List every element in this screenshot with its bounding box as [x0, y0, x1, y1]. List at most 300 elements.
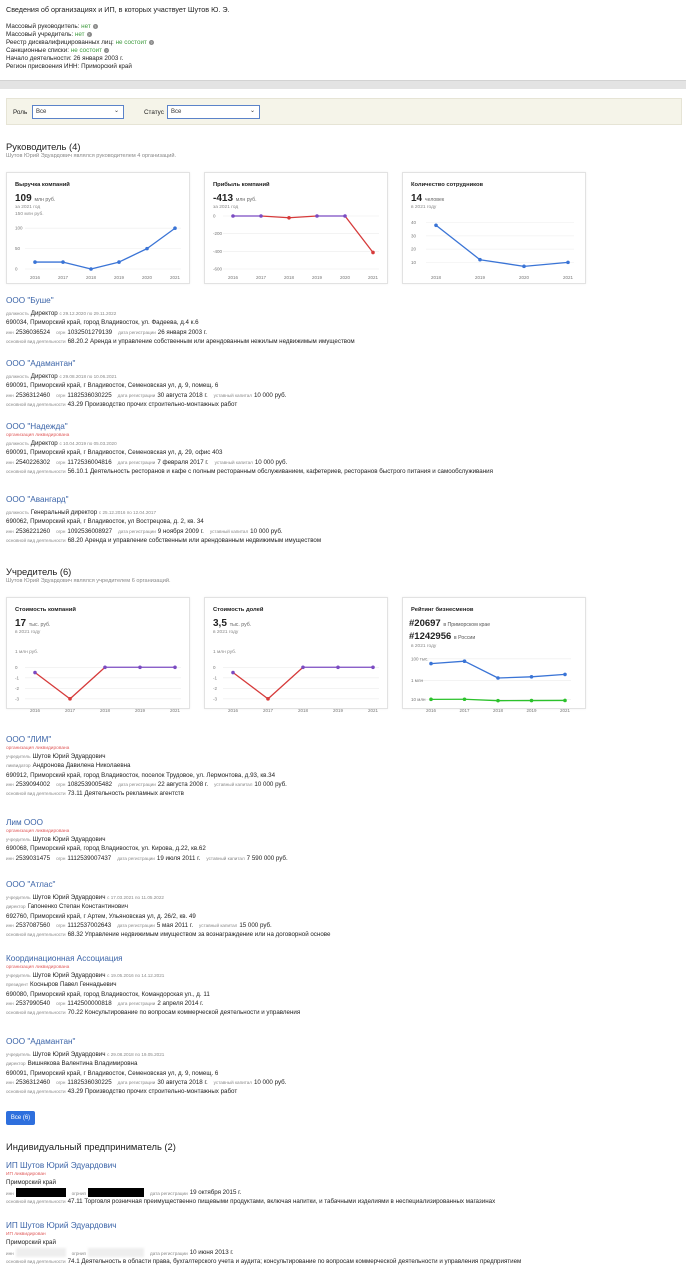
stat-card — [204, 597, 388, 713]
okved-value: 68.32 Управление недвижимым имуществом за вознаграждение или на договорной основе — [67, 931, 331, 938]
summary-line-label: Массовый руководитель: — [6, 23, 80, 30]
series-line — [480, 260, 524, 267]
card-title: Рейтинг бизнесменов — [411, 607, 474, 613]
inn-key: инн — [6, 855, 14, 861]
org-address: 690091, Приморский край, г Владивосток, Семеновская ул, д. 9, помещ. 6 — [6, 382, 219, 390]
reg-value: 10 июня 2013 г. — [189, 1249, 234, 1257]
ip-name-link[interactable]: ИП Шутов Юрий Эдуардович — [6, 1161, 117, 1170]
ip-entry — [6, 1161, 680, 1207]
y-tick-label: 100 — [15, 225, 23, 231]
help-icon[interactable]: ? — [150, 39, 153, 45]
reg-value: 7 февраля 2017 г. — [157, 458, 209, 466]
help-icon[interactable]: ? — [87, 31, 91, 37]
data-point — [463, 659, 467, 663]
x-tick-label: 2019 — [311, 275, 323, 280]
org-okved — [6, 401, 680, 410]
role-person: Генеральный директор — [30, 509, 98, 517]
org-address: 690091, Приморский край, г Владивосток, Семеновская ул, д. 9, помещ. 6 — [6, 1069, 219, 1077]
y-tick-label: -200 — [213, 231, 223, 237]
data-point — [117, 260, 121, 264]
series-line — [532, 674, 566, 676]
org-address: 690912, Приморский край, город Владивосток, поселок Трудовое, ул. Лермонтова, д.93, кв.34 — [6, 771, 276, 779]
ogrn-key: огрн — [56, 329, 66, 335]
data-point — [315, 214, 319, 218]
x-tick-label: 2021 — [562, 275, 574, 280]
data-point — [429, 698, 433, 702]
data-point — [371, 665, 375, 669]
org-okved — [6, 931, 680, 940]
role-person: Директор — [30, 373, 58, 381]
inn-value: 2536036524 — [15, 328, 51, 336]
redacted-inn — [16, 1248, 66, 1257]
y-tick-label: 100 тыс. — [411, 656, 429, 662]
okved-key: основной вид деятельности — [6, 1258, 66, 1264]
role-value: Все — [36, 109, 47, 115]
x-tick-label: 2019 — [332, 708, 344, 713]
y-tick-label: -1 — [15, 675, 20, 681]
ip-region: Приморский край — [6, 1239, 56, 1247]
org-address: 690091, Приморский край, г Владивосток, Семеновская ул, д. 29, офис 403 — [6, 449, 223, 457]
x-tick-label: 2017 — [459, 708, 470, 713]
summary-line-label: Регион присвоения ИНН: — [6, 63, 80, 70]
data-point — [478, 258, 482, 262]
x-tick-label: 2019 — [526, 708, 537, 713]
org-okved — [6, 468, 680, 477]
ogrn-value: 1082539005482 — [67, 780, 113, 788]
role-period: с 19.05.2016 по 14.12.2021 — [107, 973, 165, 979]
role-key: должность — [6, 374, 29, 380]
okved-key: основной вид деятельности — [6, 932, 66, 937]
card-scale: 1 млн руб. — [213, 650, 237, 655]
data-point — [434, 223, 438, 227]
card-unit: тыс. руб. — [229, 622, 252, 628]
data-point — [138, 665, 142, 669]
y-tick-label: 1 млн — [411, 677, 423, 683]
x-tick-label: 2016 — [227, 708, 239, 713]
x-tick-label: 2021 — [367, 275, 379, 280]
y-tick-label: -400 — [213, 248, 223, 254]
reg-key: дата регистрации — [117, 1000, 156, 1006]
org-name-link[interactable]: ООО "Буше" — [6, 296, 54, 305]
data-point — [266, 697, 270, 701]
series-line — [70, 667, 105, 699]
org-role-line — [6, 836, 680, 845]
filter-bar — [6, 98, 682, 125]
data-point — [231, 671, 235, 675]
org-role-line-2 — [6, 981, 680, 990]
ip-entry — [6, 1221, 680, 1267]
y-tick-label: -3 — [15, 696, 20, 702]
okved-key: основной вид деятельности — [6, 537, 66, 543]
series-line — [147, 228, 175, 248]
card-title: Прибыль компаний — [213, 182, 270, 188]
y-tick-label: 0 — [15, 664, 18, 670]
x-tick-label: 2017 — [57, 275, 69, 280]
reg-key: дата регистрации — [117, 855, 155, 861]
capital-key: уставный капитал — [206, 855, 245, 861]
y-tick-label: 0 — [15, 266, 18, 272]
y-tick-label: 30 — [411, 233, 417, 239]
series-line — [119, 249, 147, 262]
okved-key: основной вид деятельности — [6, 1198, 66, 1204]
y-tick-label: 40 — [411, 220, 417, 226]
role-person: Косныров Павел Геннадьевич — [30, 981, 117, 989]
series-line — [498, 677, 532, 678]
org-name-link[interactable]: Координационная Ассоциация — [6, 954, 123, 963]
card-value: 109 — [15, 193, 32, 204]
ip-status-badge: ИП ликвидирован — [6, 1172, 46, 1178]
org-role-line-2 — [6, 903, 680, 912]
role-period: с 25.12.2016 по 12.04.2017 — [98, 510, 157, 516]
inn-value: 2536221260 — [15, 527, 51, 535]
role-key: должность — [6, 441, 29, 447]
summary-line-value: не состоит — [70, 47, 103, 54]
role-person: Шутов Юрий Эдуардович — [32, 836, 106, 844]
okved-key: основной вид деятельности — [6, 338, 66, 344]
okved-value: 73.11 Деятельность рекламных агентств — [67, 790, 184, 797]
role-person: Вишнякова Валентина Владимировна — [27, 1060, 138, 1068]
role-person: Андронова Давилена Николаевна — [32, 762, 131, 770]
reg-key: дата регистрации — [150, 1190, 188, 1196]
role-period: с 29.08.2018 по 10.06.2021 — [59, 374, 117, 380]
card-unit: млн руб. — [34, 197, 56, 203]
ogrn-value: 1092536008927 — [67, 527, 113, 535]
okved-value: 74.1 Деятельность в области права, бухгалтерского учета и аудита; консультирование по вопросам коммерческой деятельности и управления предприятием — [67, 1257, 522, 1265]
y-tick-label: 20 — [411, 246, 417, 252]
org-name-link[interactable]: ООО "Надежда" — [6, 422, 68, 431]
org-role-line — [6, 972, 680, 981]
x-tick-label: 2017 — [262, 708, 274, 713]
inn-key: инн — [6, 329, 14, 335]
ogrn-value: 1182536030225 — [67, 1078, 112, 1086]
status-select[interactable] — [167, 105, 260, 119]
capital-value: 10 000 руб. — [250, 527, 283, 535]
x-tick-label: 2018 — [85, 275, 97, 280]
data-point — [371, 251, 375, 255]
show-all-button[interactable]: Все (6) — [6, 1111, 35, 1125]
okved-key: основной вид деятельности — [6, 1089, 66, 1094]
y-tick-label: -600 — [213, 266, 223, 272]
liquidated-badge: организация ликвидирована — [6, 746, 70, 752]
card-value: #20697 — [409, 618, 441, 629]
ip-name-link[interactable]: ИП Шутов Юрий Эдуардович — [6, 1221, 117, 1230]
summary-line — [6, 55, 680, 63]
card-year: в 2021 году — [213, 630, 239, 635]
okved-key: основной вид деятельности — [6, 401, 66, 407]
inn-value: 2536312460 — [15, 1078, 51, 1086]
summary-line-value: не состоит — [115, 39, 147, 46]
stat-card — [6, 172, 190, 284]
org-role-line — [6, 509, 680, 518]
y-tick-label: -2 — [213, 685, 218, 691]
line-chart — [205, 598, 389, 713]
series-line — [431, 661, 465, 663]
role-key: учредитель — [6, 837, 31, 843]
inn-value: 2539094002 — [15, 780, 51, 788]
role-person: Шутов Юрий Эдуардович — [32, 1051, 106, 1059]
okved-value: 70.22 Консультирование по вопросам коммерческой деятельности и управления — [67, 1009, 301, 1016]
redacted-inn — [16, 1188, 66, 1197]
role-key: учредитель — [6, 1052, 31, 1058]
inn-value: 2536312460 — [15, 391, 51, 399]
role-key: учредитель — [6, 754, 31, 760]
summary-line-label: Реестр дисквалифицированных лиц: — [6, 39, 114, 46]
org-ids — [6, 781, 680, 790]
x-tick-label: 2019 — [474, 275, 486, 280]
data-point — [145, 247, 149, 251]
org-ids — [6, 329, 680, 338]
org-role-line — [6, 310, 680, 319]
inn-key: инн — [6, 1079, 14, 1085]
y-tick-label: 10 млн — [411, 697, 426, 703]
section-subtitle-rukovoditel: Шутов Юрий Эдуардович являлся руководителем 4 организаций. — [6, 153, 177, 159]
role-period: с 10.04.2019 по 05.03.2020 — [59, 441, 117, 447]
org-role-line — [6, 1051, 680, 1060]
data-point — [173, 665, 177, 669]
role-key: ликвидатор — [6, 763, 31, 769]
card-title: Стоимость долей — [213, 607, 264, 613]
line-chart — [7, 173, 191, 285]
role-key: должность — [6, 510, 29, 516]
card-scale: 150 млн руб. — [15, 212, 44, 217]
card-unit2: в России — [453, 635, 476, 641]
org-entry — [6, 1037, 680, 1097]
org-okved — [6, 338, 680, 347]
data-point — [231, 214, 235, 218]
redacted-ogrnip — [88, 1188, 144, 1197]
data-point — [496, 699, 500, 703]
inn-value: 2539031475 — [15, 854, 51, 862]
data-point — [68, 697, 72, 701]
x-tick-label: 2021 — [367, 708, 379, 713]
card-value: -413 — [213, 193, 234, 204]
help-icon[interactable]: ? — [94, 23, 97, 29]
org-ids — [6, 528, 680, 537]
data-point — [89, 267, 93, 271]
stat-card — [204, 172, 388, 284]
role-person: Шутов Юрий Эдуардович — [32, 894, 106, 902]
org-name-link[interactable]: Лим ООО — [6, 818, 43, 827]
okved-key: основной вид деятельности — [6, 1010, 66, 1015]
org-entry — [6, 359, 680, 410]
data-point — [61, 260, 65, 264]
okved-value: 68.20 Аренда и управление собственным или арендованным недвижимым имуществом — [67, 536, 322, 544]
card-year: за 2021 год — [213, 205, 239, 210]
okved-value: 56.10.1 Деятельность ресторанов и кафе с полным ресторанным обслуживанием, кафетериев, ресторанов быстрого питания и самообслуживания — [67, 467, 493, 475]
role-person: Шутов Юрий Эдуардович — [32, 753, 106, 761]
y-tick-label: 0 — [213, 213, 216, 219]
x-tick-label: 2018 — [297, 708, 309, 713]
org-okved — [6, 790, 680, 799]
reg-key: дата регистрации — [117, 1079, 156, 1085]
card-unit: тыс. руб. — [28, 622, 51, 628]
org-ids — [6, 1000, 680, 1009]
capital-key: уставный капитал — [213, 392, 252, 398]
ogrnip-key: огрнип — [71, 1250, 87, 1256]
org-okved — [6, 537, 680, 546]
y-tick-label: 50 — [15, 246, 21, 252]
inn-key: инн — [6, 1000, 14, 1006]
x-tick-label: 2016 — [29, 708, 41, 713]
org-name-link[interactable]: ООО "ЛИМ" — [6, 735, 52, 744]
data-point — [530, 699, 534, 703]
reg-value: 2 апреля 2014 г. — [157, 999, 204, 1007]
capital-key: уставный капитал — [209, 528, 249, 534]
org-ids — [6, 392, 680, 401]
role-label: Роль — [13, 109, 28, 116]
data-point — [336, 665, 340, 669]
org-name-link[interactable]: ООО "Адамантан" — [6, 359, 76, 368]
card-title: Стоимость компаний — [15, 607, 76, 613]
reg-value: 5 мая 2011 г. — [156, 921, 194, 929]
x-tick-label: 2018 — [430, 275, 442, 280]
data-point — [343, 214, 347, 218]
status-label: Статус — [144, 109, 164, 116]
series-line — [524, 262, 568, 266]
okved-value: 68.20.2 Аренда и управление собственным или арендованным нежилым недвижимым имуществом — [67, 337, 355, 345]
role-select[interactable] — [32, 105, 124, 119]
liquidated-badge: организация ликвидирована — [6, 965, 70, 971]
series-line — [63, 262, 91, 269]
org-entry — [6, 880, 680, 940]
reg-value: 9 ноября 2009 г. — [157, 527, 204, 535]
x-tick-label: 2018 — [99, 708, 111, 713]
ip-region: Приморский край — [6, 1179, 56, 1187]
chevron-down-icon: ⌄ — [113, 108, 119, 114]
reg-value: 19 июля 2011 г. — [156, 854, 201, 862]
card-title: Выручка компаний — [15, 182, 70, 188]
org-entry — [6, 735, 680, 799]
org-role-line — [6, 753, 680, 762]
inn-key: инн — [6, 1190, 14, 1196]
card-unit: человек — [424, 197, 445, 203]
inn-key: инн — [6, 781, 14, 787]
inn-key: инн — [6, 528, 14, 534]
y-tick-label: -2 — [15, 685, 20, 691]
line-chart — [7, 598, 191, 713]
role-key: президент — [6, 982, 29, 988]
data-point — [530, 675, 534, 679]
data-point — [301, 665, 305, 669]
line-chart — [403, 173, 587, 285]
series-line — [35, 673, 70, 699]
series-line — [233, 673, 268, 699]
ip-okved — [6, 1258, 680, 1267]
ip-ids — [6, 1248, 680, 1257]
summary-line — [6, 39, 680, 47]
reg-value: 30 августа 2018 г. — [157, 391, 208, 399]
reg-key: дата регистрации — [117, 922, 155, 928]
summary-line-value: нет — [74, 31, 85, 38]
reg-key: дата регистрации — [117, 459, 156, 465]
inn-value: 2540226302 — [15, 458, 51, 466]
summary-line-value: Приморский край — [81, 63, 132, 70]
capital-value: 7 590 000 руб. — [246, 854, 288, 862]
okved-value: 47.11 Торговля розничная преимущественно пищевыми продуктами, включая напитки, и табачными изделиями в неспециализированных магазинах — [67, 1197, 496, 1205]
series-line — [268, 667, 303, 699]
y-tick-label: -1 — [213, 675, 218, 681]
data-point — [173, 226, 177, 230]
org-entry — [6, 818, 680, 864]
ogrn-value: 1172536004816 — [67, 458, 112, 466]
org-address: 690068, Приморский край, город Владивосток, ул. Кирова, д.22, кв.62 — [6, 845, 206, 853]
capital-key: уставный капитал — [213, 1079, 252, 1085]
role-person: Директор — [30, 440, 58, 448]
card-value: 17 — [15, 618, 27, 629]
ogrn-key: огрн — [56, 392, 66, 398]
role-key: учредитель — [6, 895, 31, 901]
card-value: 14 — [411, 193, 423, 204]
x-tick-label: 2018 — [492, 708, 504, 713]
org-ids — [6, 459, 680, 468]
card-year: в 2021 году — [411, 205, 437, 210]
ogrn-key: огрн — [56, 922, 66, 928]
data-point — [563, 673, 567, 677]
data-point — [463, 697, 467, 701]
inn-key: инн — [6, 922, 14, 928]
reg-key: дата регистрации — [117, 392, 156, 398]
series-line — [436, 225, 480, 259]
reg-value: 22 августа 2008 г. — [157, 780, 209, 788]
x-tick-label: 2019 — [134, 708, 146, 713]
org-name-link[interactable]: ООО "Авангард" — [6, 495, 69, 504]
ogrn-key: огрн — [56, 459, 66, 465]
summary-line — [6, 63, 680, 71]
data-point — [33, 260, 37, 264]
ogrn-key: огрн — [56, 855, 66, 861]
org-entry — [6, 422, 680, 477]
capital-value: 10 000 руб. — [253, 1078, 287, 1086]
help-icon[interactable]: ? — [105, 47, 108, 53]
org-ids — [6, 855, 680, 864]
card-unit: млн руб. — [235, 197, 257, 203]
card-year: в 2021 году — [411, 644, 437, 649]
inn-key: инн — [6, 459, 14, 465]
org-role-line-2 — [6, 1060, 680, 1069]
section-heading-uchreditel: Учредитель (6) — [6, 566, 72, 577]
redacted-ogrnip — [88, 1248, 144, 1257]
summary-line — [6, 47, 680, 55]
card-scale: 1 млн руб. — [15, 650, 39, 655]
data-point — [259, 214, 263, 218]
org-address: 690080, Приморский край, город Владивосток, Командорская ул., д. 11 — [6, 990, 210, 998]
ogrn-value: 1032501279139 — [67, 328, 113, 336]
ogrn-value: 1142500000818 — [67, 999, 112, 1007]
x-tick-label: 2017 — [64, 708, 76, 713]
status-value: Все — [171, 109, 182, 115]
role-key: директор — [6, 904, 26, 910]
series-line — [345, 216, 373, 252]
org-name-link[interactable]: ООО "Адамантан" — [6, 1037, 76, 1046]
role-key: учредитель — [6, 973, 31, 979]
stat-card — [402, 172, 586, 284]
card-year: за 2021 год — [15, 205, 41, 210]
ogrn-value: 1112537002643 — [67, 921, 112, 929]
capital-key: уставный капитал — [214, 781, 253, 787]
org-address: 692760, Приморский край, г Артем, Ульяновская ул, д. 26/2, кв. 49 — [6, 912, 196, 920]
x-tick-label: 2020 — [518, 275, 530, 280]
org-name-link[interactable]: ООО "Атлас" — [6, 880, 56, 889]
capital-value: 10 000 руб. — [254, 780, 287, 788]
okved-value: 43.29 Производство прочих строительно-монтажных работ — [67, 400, 238, 408]
org-role-line — [6, 894, 680, 903]
x-tick-label: 2016 — [227, 275, 239, 280]
inn-value: 2537990540 — [15, 999, 51, 1007]
data-point — [496, 676, 500, 680]
stat-card — [402, 597, 586, 713]
reg-key: дата регистрации — [118, 329, 156, 335]
data-point — [287, 216, 291, 220]
